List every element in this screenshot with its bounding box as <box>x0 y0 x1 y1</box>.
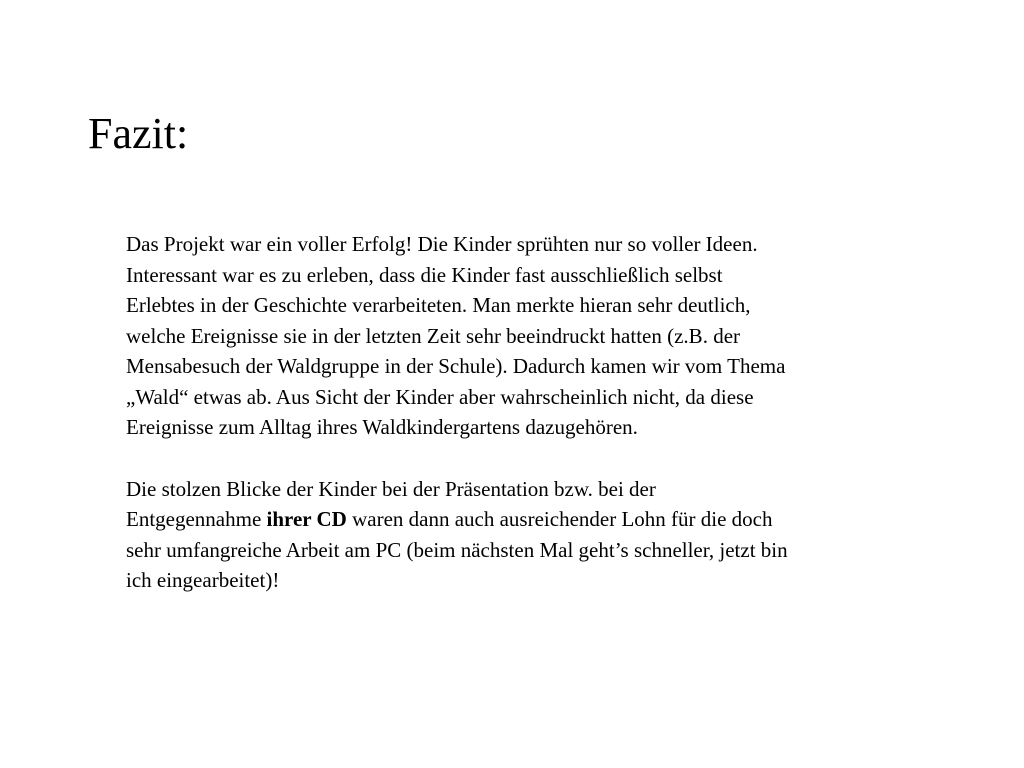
paragraph-line: Mensabesuch der Waldgruppe in der Schule). Dadurch kamen wir vom Thema <box>126 354 786 378</box>
paragraph-line: „Wald“ etwas ab. Aus Sicht der Kinder aber wahrscheinlich nicht, da diese <box>126 384 754 409</box>
paragraph-line: Die stolzen Blicke der Kinder bei der Präsentation bzw. bei der <box>126 476 656 501</box>
paragraph-line: sehr umfangreiche Arbeit am PC (beim nächsten Mal geht’s schneller, jetzt bin <box>126 537 788 562</box>
paragraph-text: Entgegennahme <box>126 507 267 531</box>
paragraph-text: waren dann auch ausreichender Lohn für die doch <box>346 507 773 531</box>
paragraph-line: Interessant war es zu erleben, dass die Kinder fast ausschließlich selbst <box>126 262 723 287</box>
slide-title: Fazit: <box>88 109 189 158</box>
paragraph-line: Ereignisse zum Alltag ihres Waldkindergartens dazugehören. <box>126 415 638 439</box>
paragraph-line: ich eingearbeitet)! <box>126 568 280 592</box>
paragraph-project-success <box>126 229 946 443</box>
slide-body <box>126 229 946 596</box>
paragraph-proud-looks <box>126 474 946 596</box>
paragraph-line: Erlebtes in der Geschichte verarbeiteten. Man merkte hieran sehr deutlich, <box>126 293 751 317</box>
paragraph-line: welche Ereignisse sie in der letzten Zeit sehr beeindruckt hatten (z.B. der <box>126 323 741 348</box>
paragraph-line: Das Projekt war ein voller Erfolg! Die Kinder sprühten nur so voller Ideen. <box>126 232 758 256</box>
emphasis-ihrer-cd: ihrer CD <box>266 507 347 531</box>
